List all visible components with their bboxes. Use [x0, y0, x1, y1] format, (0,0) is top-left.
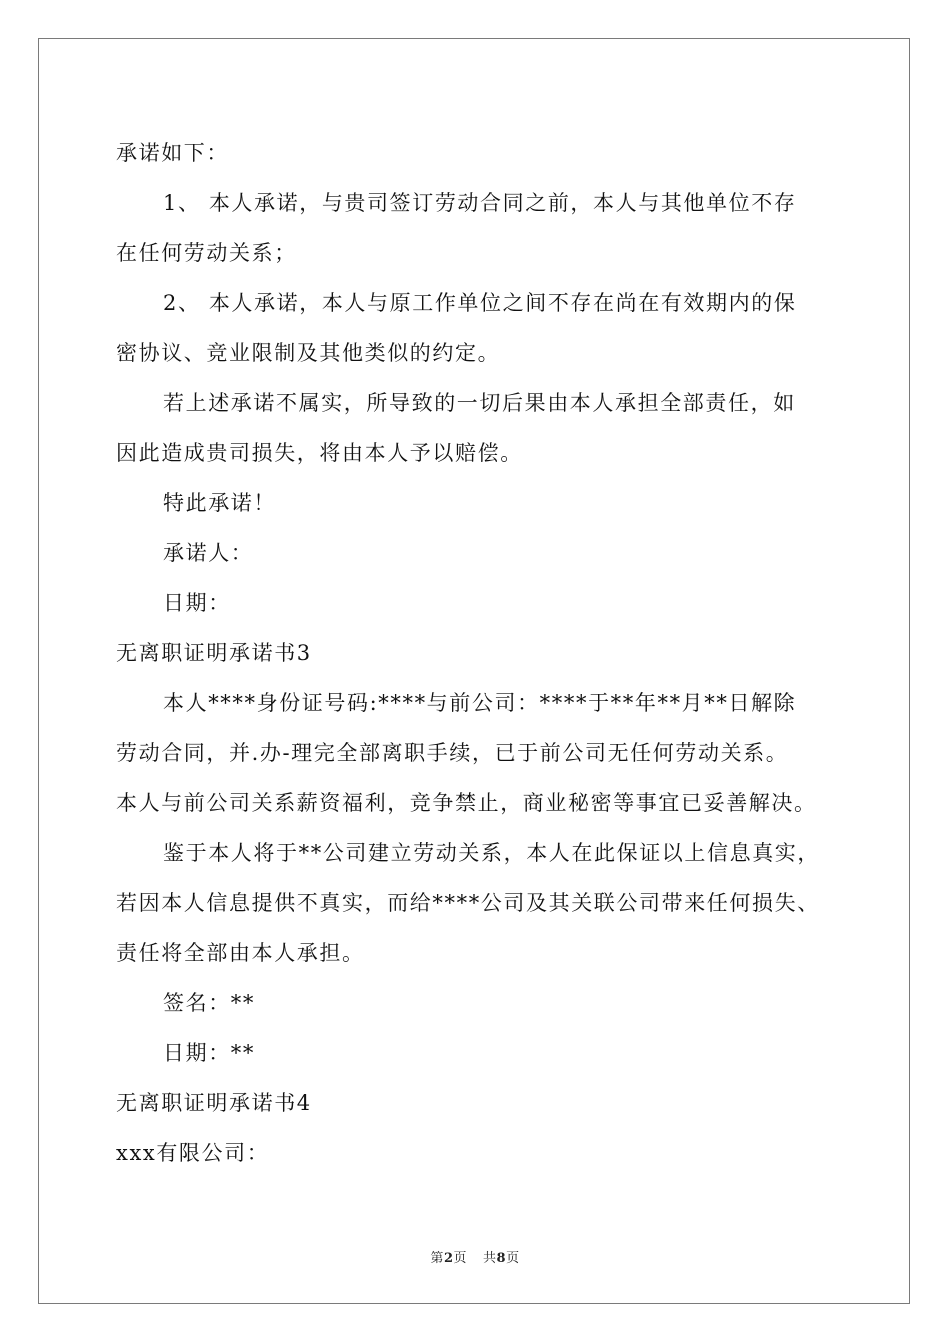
section-heading: 无离职证明承诺书3: [116, 641, 312, 665]
text-line: 日期：: [163, 591, 231, 615]
text-line: 本人与前公司关系薪资福利，竞争禁止，商业秘密等事宜已妥善解决。: [116, 791, 817, 815]
text-line: 承诺如下：: [116, 141, 229, 165]
text-line: 在任何劳动关系；: [116, 241, 297, 265]
text-line: 鉴于本人将于**公司建立劳动关系，本人在此保证以上信息真实，: [163, 841, 820, 865]
total-prefix: 共: [483, 1251, 497, 1266]
text-line: 特此承诺！: [163, 491, 276, 515]
text-line: 因此造成贵司损失，将由本人予以赔偿。: [116, 441, 523, 465]
text-line: 密协议、竞业限制及其他类似的约定。: [116, 341, 501, 365]
document-body: [116, 128, 836, 1178]
text-line: 2、 本人承诺，本人与原工作单位之间不存在尚在有效期内的保: [163, 291, 797, 315]
text-line: 日期：**: [163, 1041, 255, 1065]
text-line: 责任将全部由本人承担。: [116, 941, 365, 965]
total-suffix: 页: [506, 1251, 520, 1266]
text-line: 本人****身份证号码:****与前公司：****于**年**月**日解除: [163, 691, 797, 715]
page-footer: [0, 1247, 950, 1266]
page-suffix: 页: [453, 1251, 467, 1266]
page-current: 2: [443, 1251, 454, 1266]
text-line: 承诺人：: [163, 541, 254, 565]
text-line: 劳动合同，并.办-理完全部离职手续，已于前公司无任何劳动关系。: [116, 741, 789, 765]
page-prefix: 第: [430, 1251, 444, 1266]
text-line: xxx有限公司：: [116, 1141, 270, 1165]
section-heading: 无离职证明承诺书4: [116, 1091, 312, 1115]
text-line: 若上述承诺不属实，所导致的一切后果由本人承担全部责任，如: [163, 391, 796, 415]
page-total: 8: [496, 1251, 507, 1266]
text-line: 签名：**: [163, 991, 255, 1015]
text-line: 1、 本人承诺，与贵司签订劳动合同之前，本人与其他单位不存: [163, 191, 797, 215]
text-line: 若因本人信息提供不真实，而给****公司及其关联公司带来任何损失、: [116, 891, 820, 915]
